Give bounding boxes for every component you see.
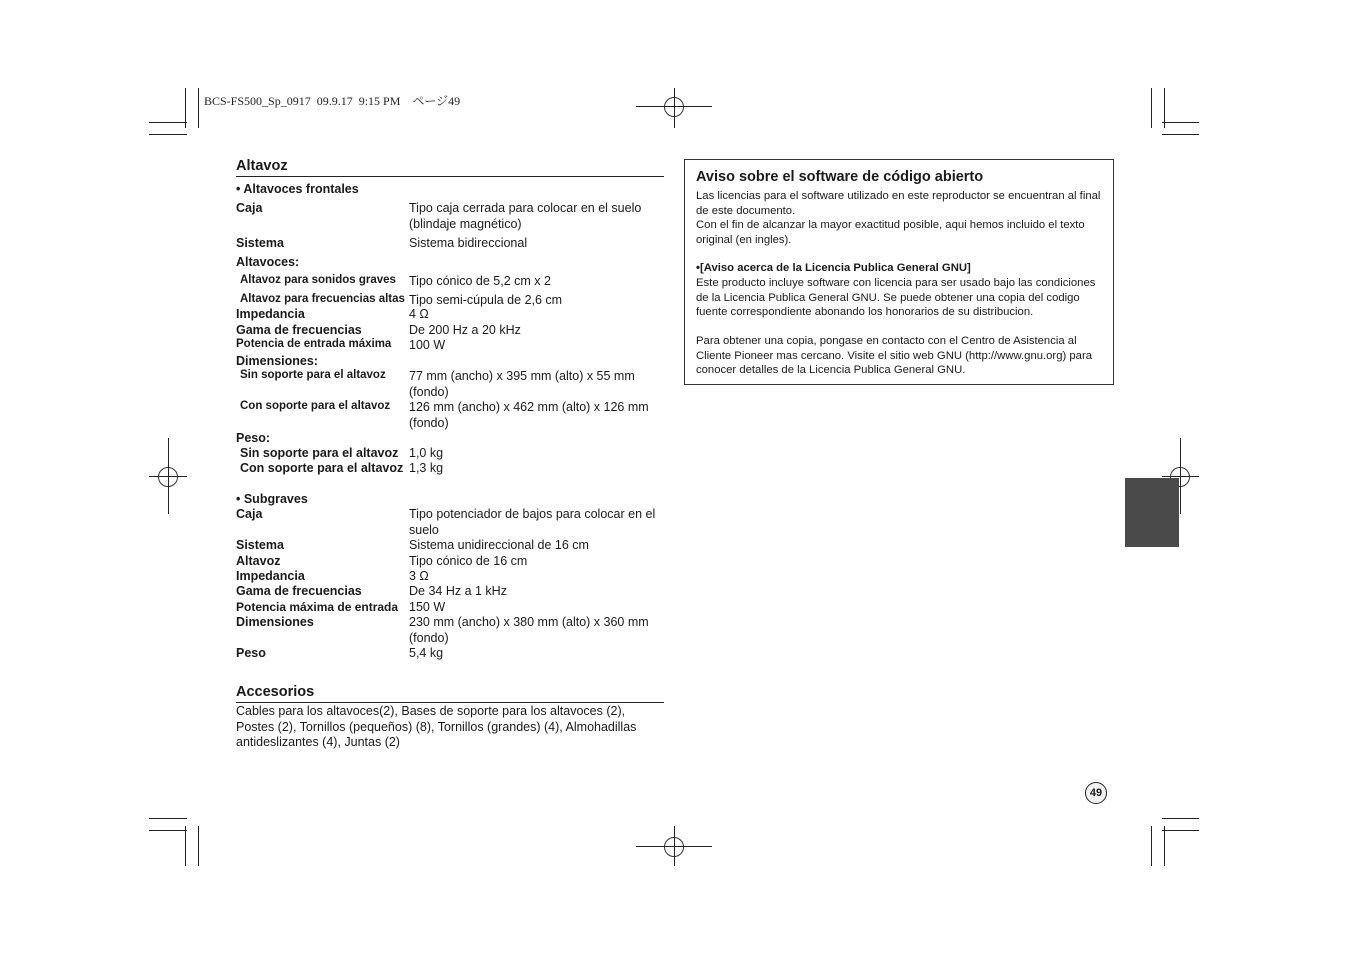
- spec-label: Altavoces:: [236, 255, 300, 269]
- spec-label: Dimensiones:: [236, 354, 318, 368]
- spec-label: Peso: [236, 646, 266, 660]
- aviso-paragraph: Con el fin de alcanzar la mayor exactitud posible, aqui hemos incluido el texto original (en ingles).: [696, 219, 1085, 246]
- spec-label: Potencia máxima de entrada: [236, 600, 399, 614]
- spec-label: Altavoz para sonidos graves: [240, 274, 396, 286]
- spec-value: Tipo potenciador de bajos para colocar en el suelo: [409, 507, 656, 537]
- spec-value: 3 Ω: [409, 569, 429, 583]
- spec-label: Peso:: [236, 431, 271, 445]
- spec-label: Gama de frecuencias: [236, 584, 362, 598]
- aviso-paragraph: Las licencias para el software utilizado en este reproductor se encuentran al final de este documento.: [696, 190, 1101, 217]
- section-tab: [1125, 478, 1179, 547]
- accesorios-title: Accesorios: [236, 684, 664, 703]
- page-number: 49: [1085, 782, 1107, 804]
- altavoz-title: Altavoz: [236, 158, 664, 177]
- spec-value: Sistema bidireccional: [409, 236, 528, 250]
- gnu-heading: •[Aviso acerca de la Licencia Publica General GNU]: [696, 262, 971, 274]
- accesorios-text: Cables para los altavoces(2), Bases de soporte para los altavoces (2), Postes (2), Tornillos (pequeños) (8), Tornillos (grandes) (4), Almohadillas antideslizantes (4), Juntas (2): [236, 704, 637, 749]
- spec-value: Tipo caja cerrada para colocar en el suelo (blindaje magnético): [409, 201, 642, 231]
- aviso-paragraph: Este producto incluye software con licencia para ser usado bajo las condiciones de la Licencia Publica General GNU. Se puede obtener una copia del codigo fuente correspondiente abonando los honorarios de su distribucion.: [696, 277, 1096, 319]
- spec-label: Altavoz para frecuencias altas: [240, 293, 405, 305]
- spec-value: 77 mm (ancho) x 395 mm (alto) x 55 mm (fondo): [409, 369, 635, 399]
- print-slug: BCS-FS500_Sp_0917 09.9.17 9:15 PM ページ49: [204, 94, 461, 108]
- spec-value: Tipo cónico de 5,2 cm x 2: [409, 274, 551, 288]
- spec-value: Tipo semi-cúpula de 2,6 cm: [409, 293, 563, 307]
- spec-label: Sistema: [236, 236, 284, 250]
- spec-label: Altavoz: [236, 554, 281, 568]
- spec-label: Caja: [236, 201, 263, 215]
- spec-label: Impedancia: [236, 307, 305, 321]
- spec-value: 1,3 kg: [409, 461, 444, 475]
- frontales-heading: • Altavoces frontales: [236, 182, 359, 196]
- spec-value: 150 W: [409, 600, 446, 614]
- spec-label: Sin soporte para el altavoz: [240, 369, 386, 381]
- spec-value: 5,4 kg: [409, 646, 444, 660]
- spec-value: 100 W: [409, 338, 446, 352]
- spec-label: Caja: [236, 507, 263, 521]
- spec-label: Impedancia: [236, 569, 305, 583]
- spec-value: De 200 Hz a 20 kHz: [409, 323, 521, 337]
- spec-value: 1,0 kg: [409, 446, 444, 460]
- spec-label: Potencia de entrada máxima: [236, 338, 392, 350]
- spec-label: Gama de frecuencias: [236, 323, 362, 337]
- spec-value: 4 Ω: [409, 307, 429, 321]
- spec-value: Sistema unidireccional de 16 cm: [409, 538, 589, 552]
- spec-value: Tipo cónico de 16 cm: [409, 554, 528, 568]
- subgraves-heading: • Subgraves: [236, 492, 308, 506]
- spec-value: 230 mm (ancho) x 380 mm (alto) x 360 mm (fondo): [409, 615, 649, 645]
- spec-label: Sin soporte para el altavoz: [240, 446, 399, 460]
- spec-value: De 34 Hz a 1 kHz: [409, 584, 507, 598]
- aviso-title: Aviso sobre el software de código abierto: [696, 169, 984, 185]
- aviso-paragraph: Para obtener una copia, pongase en contacto con el Centro de Asistencia al Cliente Pioneer mas cercano. Visite el sitio web GNU (http://www.gnu.org) para conocer detalles de la Licencia Publica General GNU.: [696, 335, 1092, 377]
- aviso-box: [684, 159, 1114, 385]
- spec-value: 126 mm (ancho) x 462 mm (alto) x 126 mm (fondo): [409, 400, 649, 430]
- spec-label: Con soporte para el altavoz: [240, 400, 391, 412]
- spec-label: Dimensiones: [236, 615, 314, 629]
- spec-label: Con soporte para el altavoz: [240, 461, 404, 475]
- spec-label: Sistema: [236, 538, 284, 552]
